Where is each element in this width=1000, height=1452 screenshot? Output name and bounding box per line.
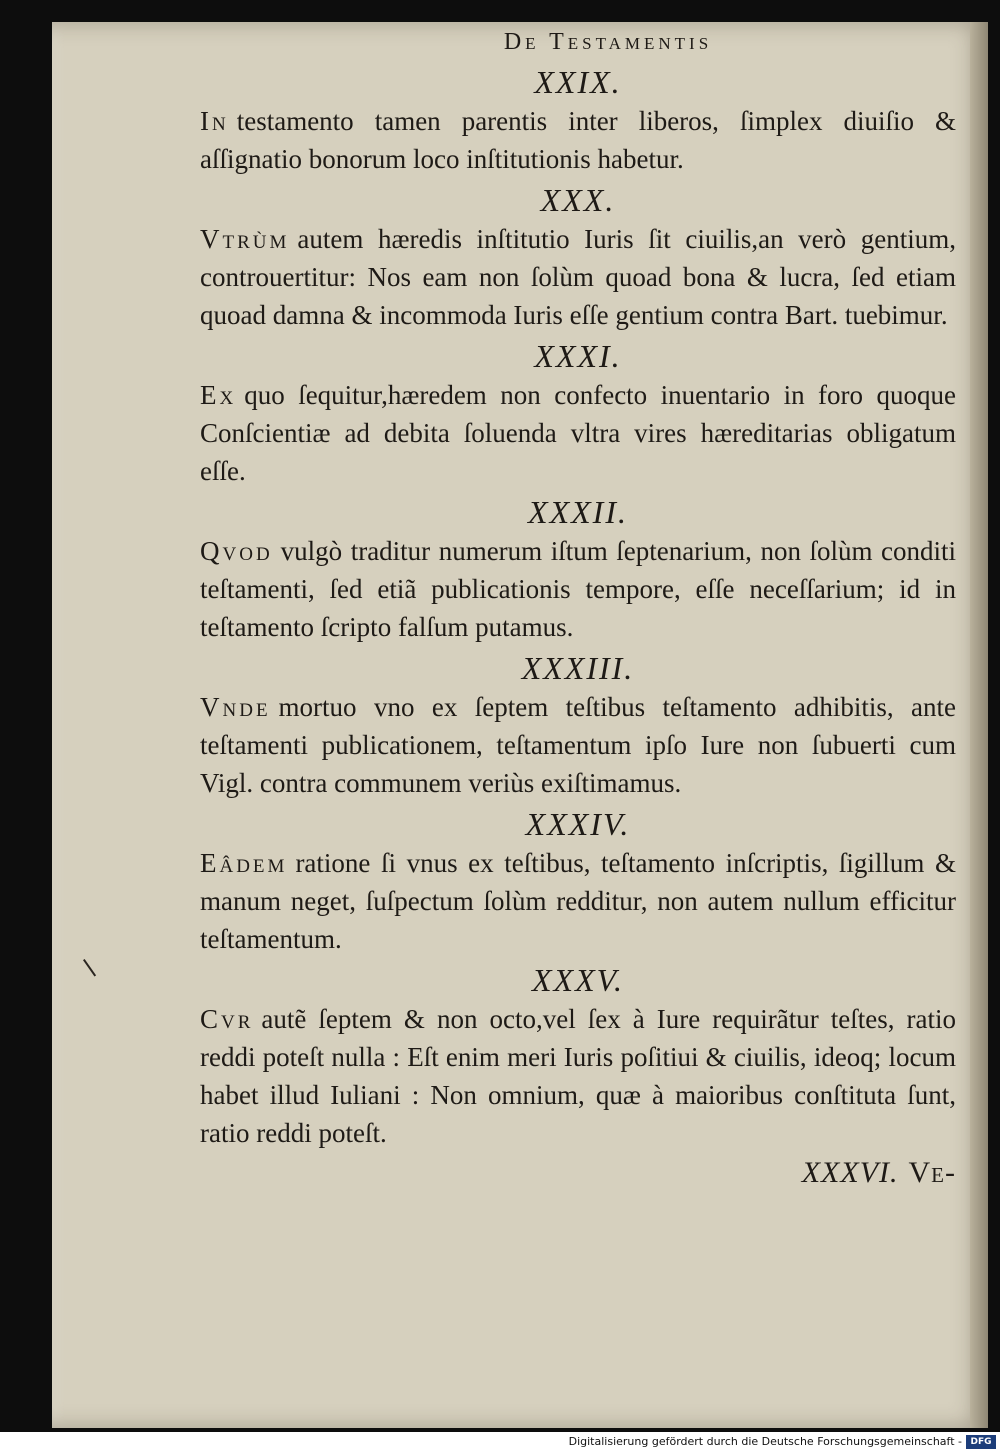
section-xxxii [200,492,956,646]
section-xxxv [200,960,956,1152]
section-xxxiii [200,648,956,802]
section-paragraph [200,102,956,178]
page-text-block [200,20,956,1192]
catchline-numeral: XXXVI. [801,1156,899,1189]
section-lead-word: In [200,106,229,136]
page-edge-shadow [970,22,988,1428]
section-text: mortuo vno ex ſeptem teſtibus teſtamento adhibitis, ante teſtamenti publicationem, teſtamentum ipſo Iure non ſubuerti cum Vigl. contra communem veriùs exiſtimamus. [200,692,956,798]
section-paragraph [200,1000,956,1152]
footer-credit: Digitalisierung gefördert durch die Deutsche Forschungsgemeinschaft - [568,1435,962,1448]
section-numeral: XXXV. [531,962,625,998]
section-xxxi [200,336,956,490]
digitization-footer [0,1432,1000,1452]
section-lead-word: Vtrùm [200,224,290,254]
section-numeral: XXIX. [534,64,622,100]
section-lead-word: Ex [200,380,237,410]
section-paragraph [200,688,956,802]
section-xxix [200,62,956,178]
section-lead-word: Cvr [200,1004,254,1034]
section-numeral: XXXI. [534,338,622,374]
section-numeral: XXXII. [528,494,628,530]
catchline [200,1154,956,1192]
section-text: quo ſequitur,hæredem non confecto inuentario in foro quoque Conſcientiæ ad debita ſoluenda vltra vires hæreditarias obligatum eſſe. [200,380,956,486]
section-text: ratione ſi vnus ex teſtibus, teſtamento inſcriptis, ſigillum & manum neget, ſuſpectum ſolùm redditur, non autem nullum efficitur teſtamentum. [200,848,956,954]
section-xxxiv [200,804,956,958]
section-text: testamento tamen parentis inter liberos, ſimplex diuiſio & aſſignatio bonorum loco inſtitutionis habetur. [200,106,956,174]
section-text: autẽ ſeptem & non octo,vel ſex à Iure requirãtur teſtes, ratio reddi poteſt nulla : Eſt enim meri Iuris poſitiui & ciuilis, ideoq; locum habet illud Iuliani : Non omnium, quæ à maioribus conſtituta ſunt, ratio reddi poteſt. [200,1004,956,1148]
section-numeral: XXXIV. [525,806,631,842]
section-paragraph [200,844,956,958]
section-paragraph [200,220,956,334]
section-xxx [200,180,956,334]
dfg-logo: DFG [966,1435,996,1449]
section-lead-word: Eâdem [200,848,288,878]
section-numeral: XXXIII. [521,650,635,686]
section-text: vulgò traditur numerum iſtum ſeptenarium, non ſolùm conditi teſtamenti, ſed etiã publicationis tempore, eſſe neceſſarium; id in teſtamento ſcripto falſum putamus. [200,536,956,642]
section-paragraph [200,532,956,646]
section-numeral: XXX. [540,182,616,218]
section-paragraph [200,376,956,490]
section-lead-word: Vnde [200,692,271,722]
catch-word: Ve- [908,1156,956,1189]
running-head: De Testamentis [503,29,713,55]
section-text: autem hæredis inſtitutio Iuris ſit ciuilis,an verò gentium, controuertitur: Nos eam non ſolùm quoad bona & lucra, ſed etiam quoad damna & incommoda Iuris eſſe gentium contra Bart. tuebimur. [200,224,956,330]
section-lead-word: Qvod [200,536,273,566]
